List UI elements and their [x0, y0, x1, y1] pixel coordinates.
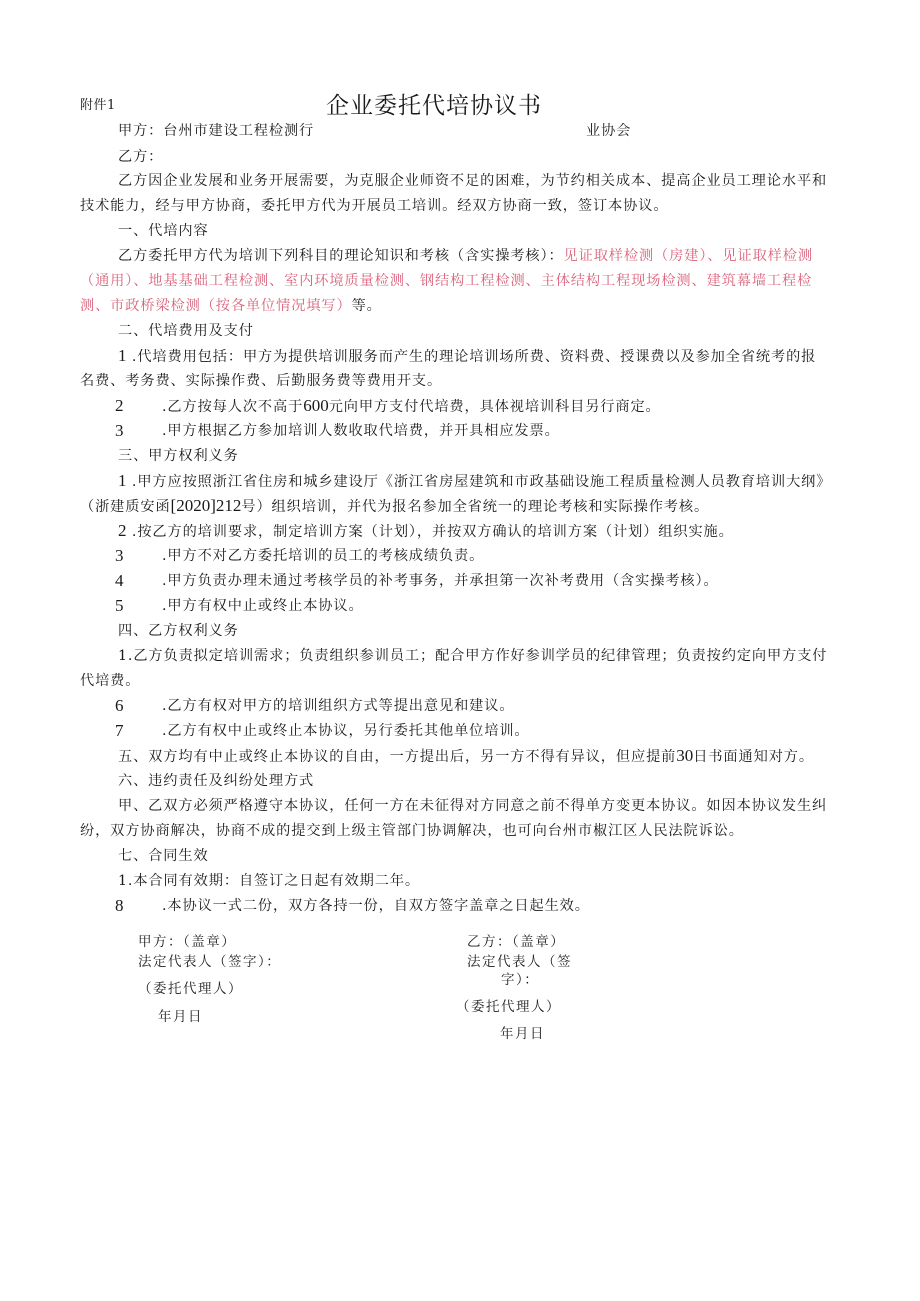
sec3-item-3-text: .甲方不对乙方委托培训的员工的考核成绩负责。: [162, 548, 485, 564]
sec7-heading: 七、合同生效: [118, 848, 209, 864]
sec3-item-3-num-wrap: [115, 546, 124, 567]
sec7-item-8-num-wrap: [115, 896, 124, 917]
sec2-item-2-pre: .乙方按每人次不高于: [162, 399, 304, 415]
sec1-subjects-1: 见证取样检测（房建）、见证取样检测: [563, 248, 813, 264]
sec4-item-6-text: .乙方有权对甲方的培训组织方式等提出意见和建议。: [162, 698, 515, 714]
intro-line-2: 技术能力，经与甲方协商，委托甲方代为开展员工培训。经双方协商一致，签订本协议。: [80, 198, 669, 214]
sec2-item-3-text: .甲方根据乙方参加培训人数收取代培费，并开具相应发票。: [162, 423, 560, 439]
sec3-item-3-num: 3: [115, 546, 124, 565]
sec7-item-8-text: .本协议一式二份，双方各持一份，自双方签字盖章之日起生效。: [162, 898, 590, 914]
sec3-item-1-post: 号）组织培训，并代为报名参加全省统一的理论考核和实际操作考核。: [241, 499, 710, 515]
sec3-item-4-num: 4: [115, 571, 124, 590]
sec1-end: 等。: [351, 298, 382, 314]
party-b-agent: （委托代理人）: [456, 999, 561, 1015]
party-a-suffix: 业协会: [586, 123, 632, 139]
party-a-line: [118, 121, 314, 141]
sec1-line-1: [118, 246, 813, 266]
sec6-heading: 六、违约责任及纠纷处理方式: [118, 773, 315, 789]
sec3-item-1-cont: [80, 496, 709, 517]
sec2-item-1-num: 1: [118, 346, 127, 365]
sec5-post: 日书面通知对方。: [693, 749, 814, 765]
sec1-line-3: [80, 296, 382, 316]
sec2-item-1: [118, 346, 816, 367]
sec2-item-2-post: 元向甲方支付代培费，具体视培训科目另行商定。: [328, 399, 661, 415]
sec2-item-3-num: 3: [115, 421, 124, 440]
sec3-heading: 三、甲方权利义务: [118, 448, 239, 464]
sec4-item-6-num-wrap: [115, 696, 124, 717]
sec3-item-5-num: 5: [115, 596, 124, 615]
sec3-item-5-num-wrap: [115, 596, 124, 617]
sec4-item-1: 1.乙方负责拟定培训需求；负责组织参训员工；配合甲方作好参训学员的纪律管理；负责按约定向甲方支付: [118, 648, 828, 664]
sec1-intro-text: 乙方委托甲方代为培训下列科目的理论知识和考核（含实操考核）：: [118, 248, 564, 264]
sec1-subjects-3: 测、市政桥梁检测（按各单位情况填写）: [80, 298, 352, 314]
document-code: [2020]212: [170, 496, 242, 515]
sec2-item-1-cont: 名费、考务费、实际操作费、后勤服务费等费用开支。: [80, 373, 443, 389]
party-b-date: 年月日: [500, 1026, 545, 1042]
party-b-representative: 法定代表人（签: [467, 954, 572, 970]
sec3-item-1: [118, 471, 831, 492]
sec4-item-7-num: 7: [115, 721, 124, 740]
sec2-item-2-num: 2: [115, 396, 124, 415]
sec1-subjects-2: （通用）、地基基础工程检测、室内环境质量检测、钢结构工程检测、主体结构工程现场检测、建筑幕墙工程检: [80, 273, 813, 289]
sec6-line-1: 甲、乙双方必须严格遵守本协议，任何一方在未征得对方同意之前不得单方变更本协议。如因本协议发生纠: [118, 798, 828, 814]
attachment-label: 附件1: [80, 98, 116, 113]
party-a-seal: 甲方：（盖章）: [138, 934, 237, 950]
party-a-label: 甲方：台州市建设工程检测行: [118, 123, 315, 139]
sec4-heading: 四、乙方权利义务: [118, 623, 239, 639]
party-b-representative-cont: 字）：: [501, 972, 540, 988]
sec3-item-2-text: .按乙方的培训要求，制定培训方案（计划），并按双方确认的培训方案（计划）组织实施。: [131, 524, 734, 540]
party-a-date: 年月日: [158, 1009, 203, 1025]
party-a-agent: （委托代理人）: [138, 981, 243, 997]
sec5-line: [118, 746, 814, 767]
notice-days: 30: [676, 746, 694, 765]
sec2-item-2-text: [162, 396, 661, 417]
sec2-heading: 二、代培费用及支付: [118, 323, 254, 339]
sec4-item-6-num: 6: [115, 696, 124, 715]
sec3-item-1-pre: （浙建质安函: [80, 499, 171, 515]
sec4-item-7-text: .乙方有权中止或终止本协议，另行委托其他单位培训。: [162, 723, 530, 739]
party-b-label: 乙方：: [118, 149, 164, 165]
sec7-item-8-num: 8: [115, 896, 124, 915]
sec3-item-5-text: .甲方有权中止或终止本协议。: [162, 598, 364, 614]
sec1-heading: 一、代培内容: [118, 223, 209, 239]
sec3-item-4-num-wrap: [115, 571, 124, 592]
sec7-item-1: 1.本合同有效期：自签订之日起有效期二年。: [118, 873, 421, 889]
document-title: 企业委托代培协议书: [326, 93, 542, 119]
intro-line-1: 乙方因企业发展和业务开展需要，为克服企业师资不足的困难，为节约相关成本、提高企业员工理论水平和: [118, 173, 828, 189]
sec3-item-2-num: 2: [118, 521, 127, 540]
sec4-item-1-cont: 代培费。: [80, 673, 141, 689]
sec3-item-2: [118, 521, 734, 542]
sec5-pre: 五、双方均有中止或终止本协议的自由，一方提出后，另一方不得有异议，但应提前: [118, 749, 677, 765]
sec3-item-1-num: 1: [118, 471, 127, 490]
sec6-line-2: 纷，双方协商解决，协商不成的提交到上级主管部门协调解决，也可向台州市椒江区人民法院诉讼。: [80, 823, 744, 839]
sec2-item-2: [115, 396, 124, 417]
sec4-item-7-num-wrap: [115, 721, 124, 742]
sec2-item-3-num-wrap: [115, 421, 124, 442]
sec2-item-1-text: .代培费用包括：甲方为提供培训服务而产生的理论培训场所费、资料费、授课费以及参加全省统考的报: [131, 349, 817, 365]
sec3-item-1-text: .甲方应按照浙江省住房和城乡建设厅《浙江省房屋建筑和市政基础设施工程质量检测人员教育培训大纲》: [131, 474, 832, 490]
party-a-representative: 法定代表人（签字）：: [138, 954, 282, 970]
sec3-item-4-text: .甲方负责办理未通过考核学员的补考事务，并承担第一次补考费用（含实操考核）。: [162, 573, 719, 589]
party-b-seal: 乙方：（盖章）: [467, 934, 566, 950]
fee-amount: 600: [303, 396, 329, 415]
